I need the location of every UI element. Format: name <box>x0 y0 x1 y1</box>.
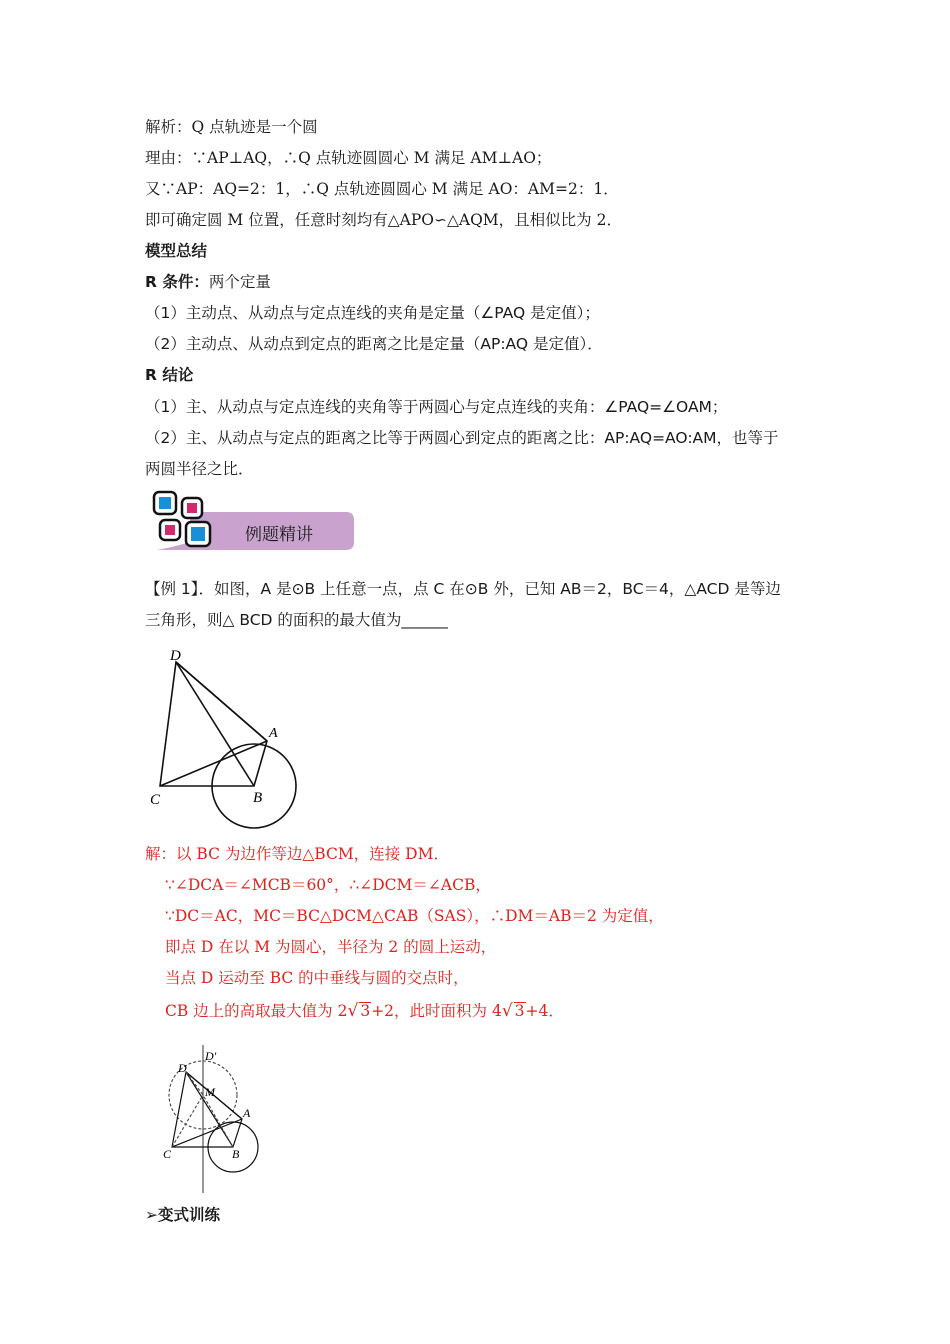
example-line-1: 【例 1】．如图，A 是⊙B 上任意一点，点 C 在⊙B 外，已知 AB＝2，BC＝4，△ACD 是等边 <box>145 580 781 598</box>
summary-condition <box>145 271 271 293</box>
conclusion-item-3: 两圆半径之比． <box>145 460 254 478</box>
segment-da <box>176 662 267 741</box>
solution-text: +2，此时面积为 4 <box>371 1002 502 1020</box>
segment-ca <box>172 1119 242 1147</box>
condition-item-1: （1）主动点、从动点与定点连线的夹角是定量（∠PAQ 是定值）； <box>145 304 600 322</box>
variant-heading: ➢变式训练 <box>145 1206 220 1224</box>
analysis-line-2: 理由：∵AP⊥AQ，∴Q 点轨迹圆圆心 M 满足 AM⊥AO； <box>145 149 552 167</box>
solution-text: CB 边上的高取最大值为 2 <box>165 1002 348 1020</box>
label-d-prime: D′ <box>205 1049 217 1063</box>
label-a: A <box>269 726 278 741</box>
label-d: D <box>170 648 181 664</box>
label-c: C <box>163 1147 172 1161</box>
label-b: B <box>232 1147 240 1161</box>
sqrt-radicand: 3 <box>360 1002 371 1020</box>
segment-ca <box>160 741 267 786</box>
conclusion-item-1: （1）主、从动点与定点连线的夹角等于两圆心与定点连线的夹角：∠PAQ=∠OAM； <box>145 398 728 416</box>
conclusion-item-2: （2）主、从动点与定点的距离之比等于两圆心到定点的距离之比：AP:AQ=AO:AM，也等于 <box>145 429 779 447</box>
figure-2 <box>155 1045 275 1195</box>
summary-heading: 模型总结 <box>145 242 208 260</box>
analysis-line-4: 即可确定圆 M 位置，任意时刻均有△APO∽△AQM，且相似比为 2． <box>145 211 622 229</box>
analysis-line-3: 又∵AP：AQ=2：1，∴Q 点轨迹圆圆心 M 满足 AO：AM=2：1． <box>145 180 619 198</box>
solution-line-6: CB 边上的高取最大值为 2√ 3+2，此时面积为 4√ 3+4． <box>165 1001 564 1021</box>
sqrt-radicand: 3 <box>514 1002 525 1020</box>
solution-line-2: ∵∠DCA＝∠MCB＝60°，∴∠DCM＝∠ACB， <box>165 876 491 894</box>
condition-item-2: （2）主动点、从动点到定点的距离之比是定量（AP:AQ 是定值）． <box>145 335 603 353</box>
solution-line-4: 即点 D 在以 M 为圆心，半径为 2 的圆上运动， <box>165 938 497 956</box>
label-c: C <box>150 792 161 808</box>
label-a: A <box>243 1106 251 1120</box>
label-d: D <box>178 1061 187 1075</box>
quad-dcba <box>160 662 267 786</box>
example-line-2: 三角形，则△ BCD 的面积的最大值为______ <box>145 611 448 629</box>
solution-text: +4． <box>525 1002 564 1020</box>
condition-label: R 条件： <box>145 273 209 291</box>
banner-label: 例题精讲 <box>245 525 313 545</box>
conclusion-label: R 结论 <box>145 366 194 384</box>
solution-line-5: 当点 D 运动至 BC 的中垂线与圆的交点时， <box>165 969 469 987</box>
segment-db <box>176 662 254 786</box>
condition-text: 两个定量 <box>208 273 271 291</box>
solution-line-3: ∵DC＝AC，MC＝BC△DCM△CAB（SAS），∴DM＝AB＝2 为定值， <box>165 907 664 925</box>
solution-line-1: 解：以 BC 为边作等边△BCM，连接 DM． <box>145 845 449 863</box>
figure-1 <box>140 640 310 835</box>
example-banner <box>150 488 360 556</box>
analysis-line-1: 解析：Q 点轨迹是一个圆 <box>145 118 318 136</box>
label-m: M <box>205 1085 215 1099</box>
label-b: B <box>253 790 263 806</box>
segment-db <box>186 1072 233 1147</box>
